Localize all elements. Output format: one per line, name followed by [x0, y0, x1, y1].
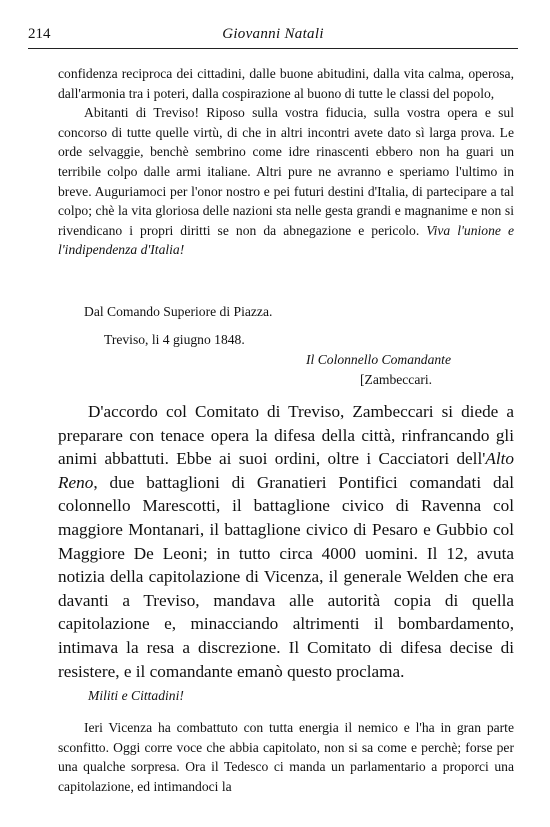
proclamation-date-line: Treviso, li 4 giugno 1848.	[104, 332, 245, 347]
running-head: Giovanni Natali	[222, 26, 324, 42]
main-narrative	[58, 400, 514, 683]
header-rule	[28, 48, 518, 49]
page-header	[28, 26, 518, 46]
narrative-text-start: D'accordo col Comitato di Treviso, Zambeccari si diede a preparare con tenace opera la difesa della città, rinfrancando gli animi abbattuti. Ebbe ai suoi ordini, oltre i Cacciatori dell'	[58, 402, 514, 469]
proclamation-paragraph-continued: confidenza reciproca dei cittadini, dalle buone abitudini, dalla vita calma, operosa, dall'armonia tra i poteri, dalla cospirazione al buono di tutte le classi del popolo,	[58, 66, 514, 101]
proclamation2-paragraph: Ieri Vicenza ha combattuto con tutta energia il nemico e l'ha in gran parte sconfitto. Oggi corre voce che abbia capitolato, non si sa come e perchè; forse per una qualche sorpresa. Ora il Tedesco ci manda un parlamentario a proporci una capitolazione, ed intimandoci la	[58, 720, 514, 794]
proclamation2-text	[58, 718, 514, 796]
proclamation-motto: Viva l'unione e l'indipendenza d'Italia!	[58, 222, 514, 258]
signature-name: [Zambeccari.	[360, 372, 433, 387]
proclamation2-salutation: Militi e Cittadini!	[88, 688, 184, 703]
narrative-text-end: , due battaglioni di Granatieri Pontifici comandati dal colonnello Marescotti, il battaglione civico di Ravenna col maggiore Montanari, il battaglione civico di Pesaro e Gubbio col Maggiore De Leoni; in tutto circa 4000 uomini. Il 12, avuta notizia della capitolazione di Vicenza, il generale Welden che era davanti a Treviso, mandava alle autorità copia di quella capitolazione e, minacciando altrimenti il bombardamento, intimava la resa a discrezione. Il Comitato di difesa decise di resistere, e il comandante emanò questo proclama.	[58, 472, 514, 681]
proclamation-text	[58, 64, 514, 260]
narrative-paragraph	[58, 400, 514, 683]
narrative-italic-name: Alto Reno	[58, 449, 514, 492]
signature-title: Il Colonnello Comandante	[306, 352, 451, 367]
page-number: 214	[28, 26, 51, 42]
proclamation-paragraph-text: Abitanti di Treviso! Riposo sulla vostra fiducia, sulla vostra opera e sul concorso di tutte quelle virtù, di che in altri incontri avete dato sì larga prova. Le orde selvaggie, benchè sembrino come idre rinascenti ebbero non ha guari un terribile colpo dalle armi italiane. Altri pure ne avranno e speriamo l'ultimo in breve. Auguriamoci per l'onor nostro e pei futuri destini d'Italia, di partecipare a tal colpo; chè la vita gloriosa delle nazioni sta nelle gesta grandi e magnanime e non si rivendicano i propri diritti se non da abnegazione e pericolo.	[58, 105, 514, 238]
proclamation-paragraph	[58, 103, 514, 260]
proclamation-from-line: Dal Comando Superiore di Piazza.	[84, 304, 273, 319]
